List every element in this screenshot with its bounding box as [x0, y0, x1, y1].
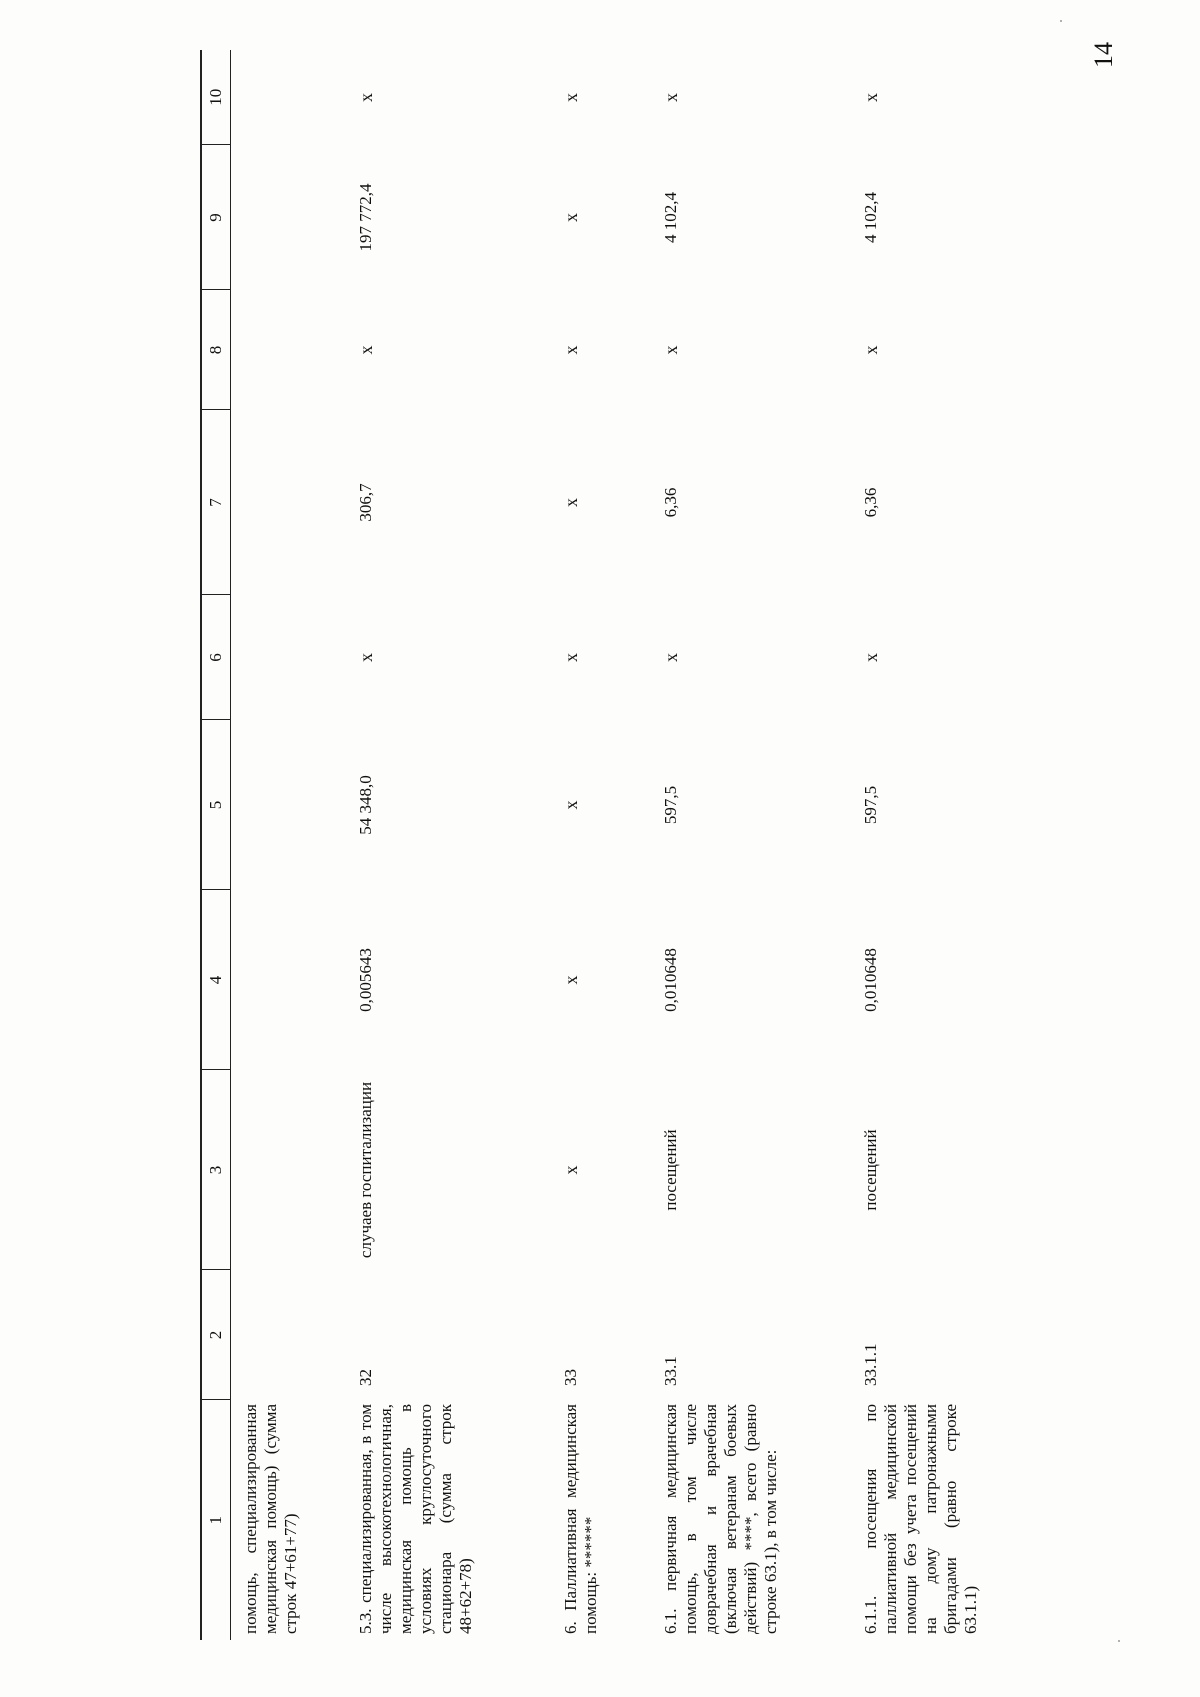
table-row [231, 50, 347, 1640]
column-header-4: 4 [201, 890, 231, 1070]
rotated-table-sheet [200, 50, 980, 1640]
cell-col4 [231, 890, 347, 1070]
cell-col5: 54 348,0 [356, 775, 375, 835]
cell-col9: 4 102,4 [661, 192, 680, 243]
table-row [851, 50, 1021, 1640]
row-unit: случаев госпитализации [356, 1081, 375, 1259]
row-unit: х [561, 1165, 581, 1175]
row-description: 6. Паллиативная медицинская помощь: ****** [561, 1404, 600, 1634]
cell-col8: х [561, 345, 581, 355]
cell-col9: 4 102,4 [861, 192, 880, 243]
scan-speck [1060, 20, 1062, 22]
cell-col10: х [661, 93, 681, 102]
row-description: 6.1. первичная медицинская помощь, в том числе доврачебная и врачебная (включая ветеранам боевых действий) ****, всего (равно строке 63.1), в том числе: [661, 1404, 780, 1634]
row-description: 5.3. специализированная, в том числе высокотехнологичная, медицинская помощь в условиях круглосуточного стационара (сумма строк 48+62+78) [356, 1404, 475, 1634]
cell-col4: 0,010648 [661, 948, 680, 1012]
column-header-8: 8 [201, 290, 231, 410]
table-row [551, 50, 651, 1640]
cell-col5 [231, 720, 347, 890]
cell-col10: х [861, 93, 881, 102]
column-header-9: 9 [201, 145, 231, 290]
column-header-10: 10 [201, 50, 231, 145]
table-row [651, 50, 851, 1640]
row-code: 33 [561, 1369, 580, 1386]
column-header-3: 3 [201, 1070, 231, 1270]
cell-col7: 306,7 [356, 483, 375, 522]
cell-col10 [231, 50, 347, 145]
row-code: 33.1.1 [861, 1343, 880, 1386]
column-header-7: 7 [201, 410, 231, 595]
cell-col7: 6,36 [661, 487, 680, 518]
column-header-2: 2 [201, 1270, 231, 1400]
table-row [346, 50, 551, 1640]
cell-col6: х [661, 653, 681, 662]
row-unit: посещений [661, 1129, 680, 1211]
cell-col6: х [861, 653, 881, 662]
row-code [231, 1270, 347, 1400]
column-number-row [201, 50, 231, 1640]
row-code: 33.1 [661, 1356, 680, 1386]
page-number: 14 [1089, 42, 1118, 68]
cell-col9: 197 772,4 [356, 183, 375, 252]
cell-col5: 597,5 [861, 785, 880, 825]
financing-table [200, 50, 1021, 1640]
cell-col6 [231, 595, 347, 720]
row-description: 6.1.1. посещения по паллиативной медицинской помощи без учета посещений на дому патронажными бригадами (равно строке 63.1.1) [861, 1404, 980, 1634]
cell-col4: 0,010648 [861, 948, 880, 1012]
scan-speck [1118, 1640, 1120, 1642]
cell-col10: х [561, 93, 581, 102]
cell-col4: 0,005643 [356, 948, 375, 1012]
column-header-6: 6 [201, 595, 231, 720]
cell-col7 [231, 410, 347, 595]
cell-col8: х [661, 345, 681, 355]
cell-col4: х [561, 975, 581, 985]
cell-col7: х [561, 498, 581, 507]
row-unit: посещений [861, 1129, 880, 1211]
cell-col8: х [356, 345, 376, 355]
column-header-5: 5 [201, 720, 231, 890]
row-unit [231, 1070, 347, 1270]
cell-col5: 597,5 [661, 785, 680, 825]
row-description: помощь, специализированная медицинская помощь) (сумма строк 47+61+77) [241, 1404, 300, 1634]
cell-col5: х [561, 800, 581, 810]
cell-col9 [231, 145, 347, 290]
cell-col6: х [561, 653, 581, 662]
cell-col8 [231, 290, 347, 410]
cell-col8: х [861, 345, 881, 355]
row-code: 32 [356, 1369, 375, 1386]
cell-col9: х [561, 213, 581, 222]
cell-col10: х [356, 93, 376, 102]
cell-col7: 6,36 [861, 487, 880, 518]
column-header-1: 1 [201, 1400, 231, 1640]
cell-col6: х [356, 653, 376, 662]
